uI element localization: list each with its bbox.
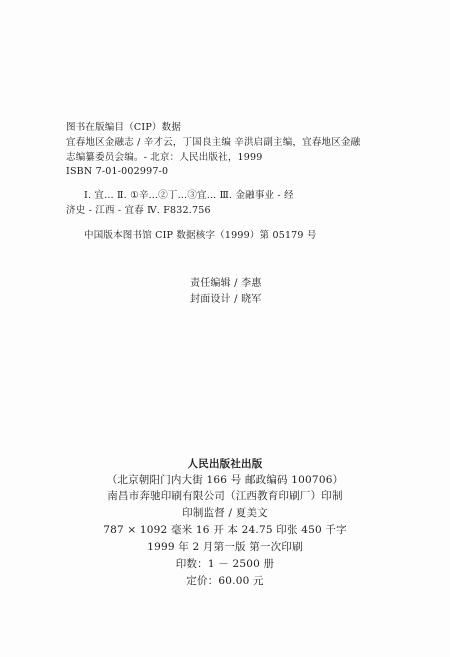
- cip-record-number: 中国版本图书馆 CIP 数据核字（1999）第 05179 号: [84, 230, 317, 241]
- print-run: 印数：1 － 2500 册: [175, 558, 275, 570]
- edition-info: 1999 年 2 月第一版 第一次印刷: [147, 541, 303, 553]
- price: 定价：60.00 元: [186, 575, 264, 587]
- cover-designer: 封面设计 / 晓军: [190, 294, 262, 305]
- publisher: 人民出版社出版: [187, 458, 263, 470]
- classification-line: 济史 - 江西 - 宜春 Ⅳ. F832.756: [66, 205, 211, 216]
- isbn: ISBN 7-01-002997-0: [66, 166, 169, 177]
- book-specs: 787 × 1092 毫米 16 开 本 24.75 印张 450 千字: [103, 524, 347, 536]
- responsible-editor: 责任编辑 / 李惠: [190, 278, 262, 289]
- publisher-address: （北京朝阳门内大街 166 号 邮政编码 100706）: [106, 474, 344, 486]
- cip-line: 志编纂委员会编。- 北京：人民出版社，1999: [66, 152, 263, 163]
- classification-line: Ⅰ. 宜… Ⅱ. ①辛…②丁…③宜… Ⅲ. 金融事业 - 经: [84, 190, 294, 201]
- cip-line: 宜春地区金融志 / 辛才云，丁国良主编 辛洪启副主编，宜春地区金融: [66, 137, 361, 148]
- cip-heading: 图书在版编目（CIP）数据: [66, 122, 182, 133]
- printer: 南昌市奔驰印刷有限公司（江西教育印刷厂）印制: [107, 490, 343, 502]
- print-supervisor: 印制监督 / 夏美文: [182, 507, 268, 519]
